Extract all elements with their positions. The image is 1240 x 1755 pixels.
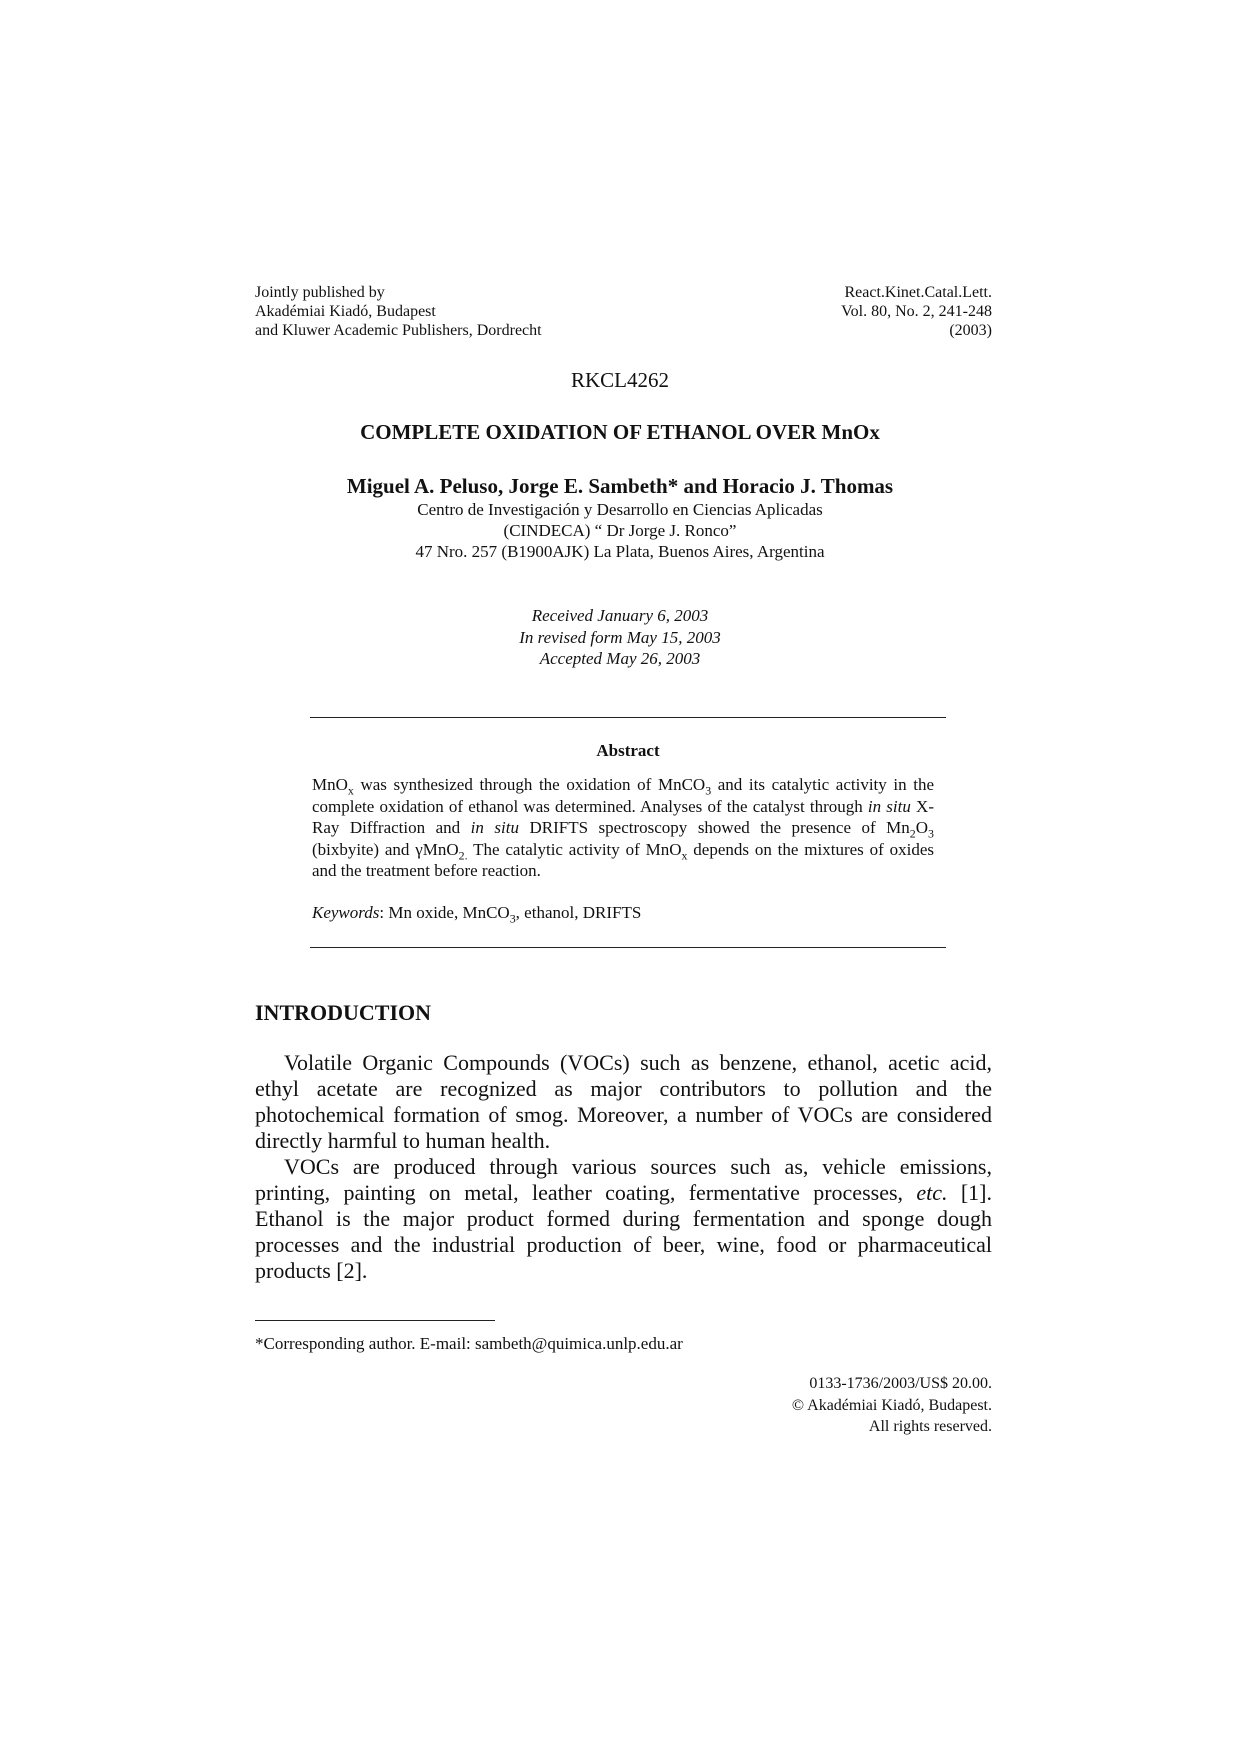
accepted-date: Accepted May 26, 2003 xyxy=(539,649,701,668)
abstract-italic: in situ xyxy=(867,796,911,816)
revised-date: In revised form May 15, 2003 xyxy=(519,628,721,647)
intro-span: [1]. Ethanol is the major product formed during fermentation and sponge dough processes and the industrial production of beer, wine, food or pharmaceutical products [2]. xyxy=(255,1180,992,1283)
publisher-line: and Kluwer Academic Publishers, Dordrecht xyxy=(255,322,542,339)
abstract-span: (bixbyite) and γMnO xyxy=(312,839,459,859)
intro-paragraph: Volatile Organic Compounds (VOCs) such as benzene, ethanol, acetic acid, ethyl acetate are recognized as major contributors to pollution and the photochemical formation of smog. Moreover, a number of VOCs are considered directly harmful to human health. xyxy=(255,1050,992,1153)
abstract-italic: in situ xyxy=(470,818,519,837)
abstract-sub: 3 xyxy=(928,826,934,841)
abstract-sub: 3 xyxy=(705,783,712,798)
abstract-span: O xyxy=(915,818,929,837)
publisher-line: Jointly published by xyxy=(255,284,385,301)
keywords-label: Keywords xyxy=(312,903,380,922)
intro-paragraph xyxy=(255,1154,992,1284)
abstract-span: MnO xyxy=(312,775,348,794)
publisher-info xyxy=(255,283,542,340)
abstract-span: was synthesized through the oxidation of MnCO xyxy=(353,775,706,794)
publisher-line: Akadémiai Kiadó, Budapest xyxy=(255,303,436,320)
abstract-sub: 2 xyxy=(909,826,916,841)
article-code: RKCL4262 xyxy=(570,368,669,392)
abstract-sub: x xyxy=(347,783,354,798)
footnote-rule xyxy=(255,1320,495,1321)
abstract-span: and its catalytic activity in the complete oxidation of ethanol was determined. Analyses of the catalyst through xyxy=(312,775,934,816)
footnote: *Corresponding author. E-mail: sambeth@quimica.unlp.edu.ar xyxy=(255,1334,683,1353)
received-date: Received January 6, 2003 xyxy=(531,606,709,625)
copyright-line: © Akadémiai Kiadó, Budapest. xyxy=(791,1397,992,1414)
abstract-bottom-rule xyxy=(310,947,946,948)
abstract-sub: x xyxy=(681,847,688,862)
keywords-span: : Mn oxide, MnCO xyxy=(379,903,510,922)
copyright-line: All rights reserved. xyxy=(868,1418,992,1435)
affiliation-line: 47 Nro. 257 (B1900AJK) La Plata, Buenos Aires, Argentina xyxy=(415,542,825,561)
abstract-heading: Abstract xyxy=(596,741,660,760)
abstract-span: The catalytic activity of MnO xyxy=(467,839,682,859)
abstract-top-rule xyxy=(310,717,946,718)
keywords xyxy=(312,903,934,926)
abstract-span: X-Ray Diffraction and xyxy=(312,796,934,837)
section-heading: INTRODUCTION xyxy=(255,1000,432,1025)
intro-body xyxy=(255,1050,992,1284)
keywords-sub: 3 xyxy=(509,911,516,926)
copyright-line: 0133-1736/2003/US$ 20.00. xyxy=(809,1375,992,1392)
intro-span: VOCs are produced through various sources such as, vehicle emissions, printing, painting on metal, leather coating, fermentative processes, xyxy=(255,1154,992,1205)
abstract-span: depends on the mixtures of oxides and the treatment before reaction. xyxy=(312,839,935,880)
journal-line: Vol. 80, No. 2, 241-248 xyxy=(841,303,992,320)
affiliation-line: (CINDECA) “ Dr Jorge J. Ronco” xyxy=(503,521,737,540)
journal-line: React.Kinet.Catal.Lett. xyxy=(844,284,992,301)
journal-info xyxy=(841,283,992,340)
intro-italic: etc. xyxy=(916,1180,948,1205)
journal-line: (2003) xyxy=(949,322,992,339)
keywords-span: , ethanol, DRIFTS xyxy=(515,903,642,922)
abstract-sub: 2. xyxy=(458,847,468,862)
abstract-span: DRIFTS spectroscopy showed the presence of Mn xyxy=(518,818,910,837)
authors: Miguel A. Peluso, Jorge E. Sambeth* and Horacio J. Thomas xyxy=(346,474,894,498)
abstract-text xyxy=(312,774,934,882)
paper-title: COMPLETE OXIDATION OF ETHANOL OVER MnOx xyxy=(360,420,880,444)
affiliation-line: Centro de Investigación y Desarrollo en Ciencias Aplicadas xyxy=(417,500,823,519)
